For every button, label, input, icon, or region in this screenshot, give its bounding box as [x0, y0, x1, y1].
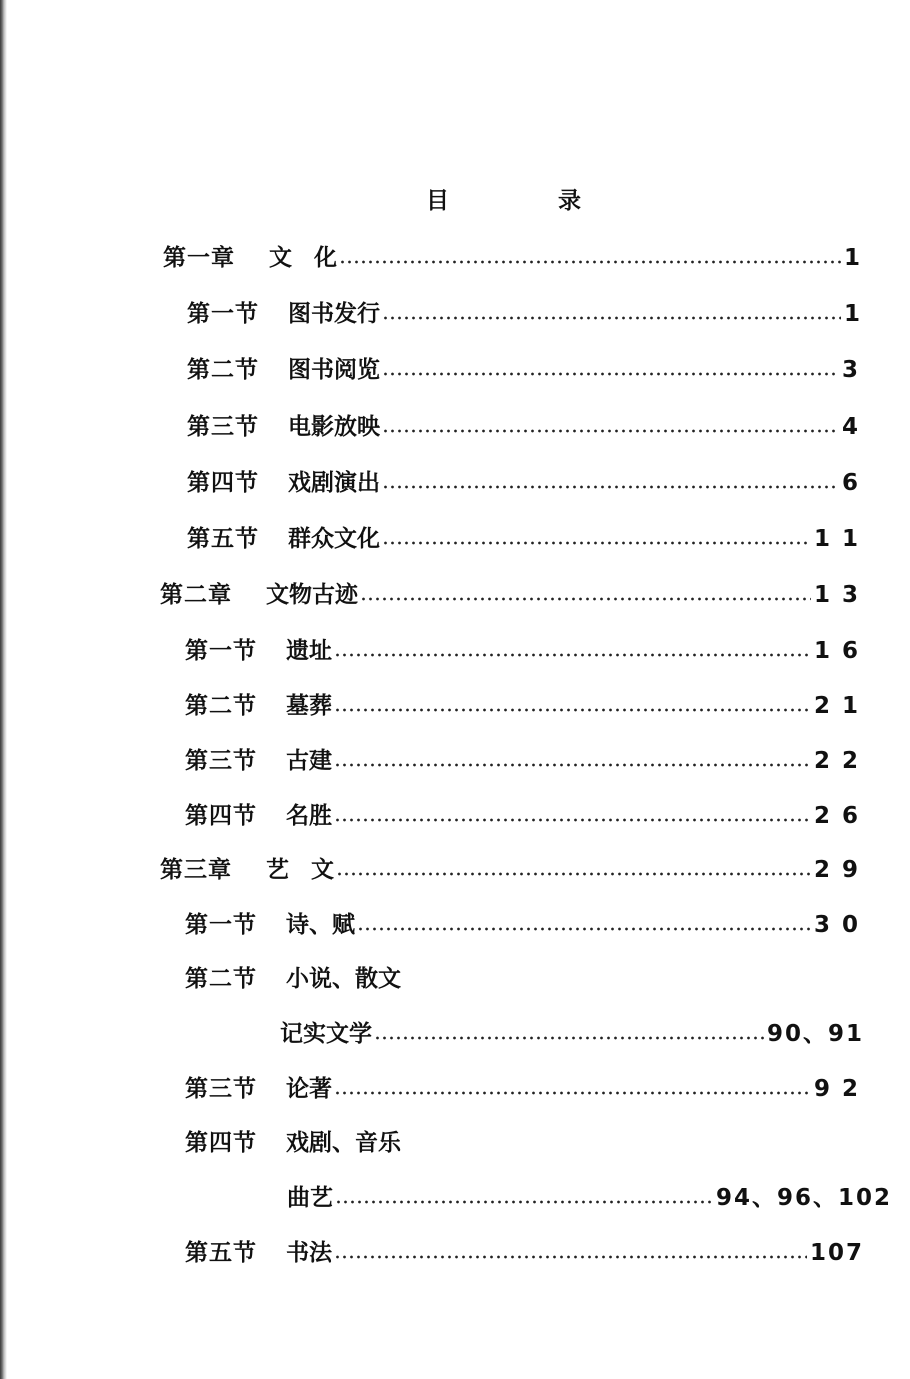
toc-chapter-row [160, 576, 860, 610]
toc-section-row [280, 1015, 864, 1049]
toc-title [0, 184, 910, 218]
toc-section-row [185, 687, 860, 721]
entry-title: 诗、赋 [286, 911, 355, 938]
page-number: 94、96、102 [715, 1185, 892, 1211]
page-number: 3 0 [813, 912, 860, 938]
leader-dots [382, 372, 839, 376]
entry-title: 戏剧、音乐 [286, 1129, 401, 1156]
section-number: 第三节 [187, 413, 259, 440]
page-number: 9 2 [813, 1076, 860, 1102]
page-number: 1 6 [813, 638, 860, 664]
toc-section-row [187, 520, 860, 554]
toc-section-row [185, 742, 860, 776]
toc-title-right-char: 录 [558, 187, 581, 214]
leader-dots [360, 597, 811, 601]
leader-dots [334, 1255, 807, 1259]
entry-title: 文物古迹 [266, 581, 358, 608]
entry-title: 艺 文 [266, 856, 335, 883]
leader-dots [382, 485, 839, 489]
toc-chapter-row [160, 851, 860, 885]
section-number: 第二节 [185, 692, 257, 719]
leader-dots [382, 541, 811, 545]
section-number: 第二节 [187, 356, 259, 383]
entry-title: 曲艺 [287, 1184, 333, 1211]
section-number: 第五节 [187, 525, 259, 552]
page-number: 3 [841, 357, 860, 383]
page-number: 90、91 [766, 1021, 864, 1047]
section-number: 第四节 [185, 802, 257, 829]
toc-section-row [185, 960, 860, 994]
toc-section-row [187, 408, 860, 442]
entry-title: 书法 [286, 1239, 332, 1266]
page-number: 1 [843, 301, 862, 327]
entry-title: 名胜 [286, 802, 332, 829]
page-number: 2 2 [813, 748, 860, 774]
section-number: 第二节 [185, 965, 257, 992]
page-number: 6 [841, 470, 860, 496]
toc-section-row [185, 1124, 860, 1158]
page-number: 2 6 [813, 803, 860, 829]
section-number: 第一节 [185, 911, 257, 938]
leader-dots [382, 429, 839, 433]
toc-title-left-char: 目 [426, 187, 449, 214]
leader-dots [357, 927, 811, 931]
entry-title: 小说、散文 [286, 965, 401, 992]
section-number: 第三节 [185, 1075, 257, 1102]
section-number: 第一节 [187, 300, 259, 327]
toc-section-row [185, 632, 860, 666]
entry-title: 古建 [286, 747, 332, 774]
leader-dots [382, 316, 841, 320]
page-number: 1 [843, 245, 862, 271]
entry-title: 戏剧演出 [288, 469, 380, 496]
section-number: 第三节 [185, 747, 257, 774]
entry-title: 墓葬 [286, 692, 332, 719]
chapter-number: 第二章 [160, 581, 232, 608]
entry-title: 文 化 [269, 244, 338, 271]
section-number: 第一节 [185, 637, 257, 664]
page-number: 4 [841, 414, 860, 440]
chapter-number: 第三章 [160, 856, 232, 883]
entry-title: 图书发行 [288, 300, 380, 327]
leader-dots [334, 653, 811, 657]
entry-title: 图书阅览 [288, 356, 380, 383]
leader-dots [335, 1200, 713, 1204]
toc-section-row [187, 351, 860, 385]
chapter-number: 第一章 [163, 244, 235, 271]
leader-dots [339, 260, 841, 264]
toc-section-row [187, 464, 860, 498]
leader-dots [334, 763, 811, 767]
section-number: 第四节 [185, 1129, 257, 1156]
page-number: 1 1 [813, 526, 860, 552]
leader-dots [374, 1036, 764, 1040]
page-number: 2 9 [813, 857, 860, 883]
page-number: 107 [809, 1240, 864, 1266]
toc-section-row [187, 295, 862, 329]
entry-title: 记实文学 [280, 1020, 372, 1047]
toc-section-row [287, 1179, 892, 1213]
toc-section-row [185, 1234, 864, 1268]
toc-section-row [185, 1070, 860, 1104]
page-number: 1 3 [813, 582, 860, 608]
page-number: 2 1 [813, 693, 860, 719]
toc-chapter-row [163, 239, 862, 273]
section-number: 第五节 [185, 1239, 257, 1266]
toc-section-row [185, 906, 860, 940]
entry-title: 群众文化 [288, 525, 380, 552]
leader-dots [336, 872, 811, 876]
section-number: 第四节 [187, 469, 259, 496]
toc-section-row [185, 797, 860, 831]
leader-dots [334, 1091, 811, 1095]
entry-title: 论著 [286, 1075, 332, 1102]
leader-dots [334, 818, 811, 822]
entry-title: 电影放映 [288, 413, 380, 440]
entry-title: 遗址 [286, 637, 332, 664]
leader-dots [334, 708, 811, 712]
